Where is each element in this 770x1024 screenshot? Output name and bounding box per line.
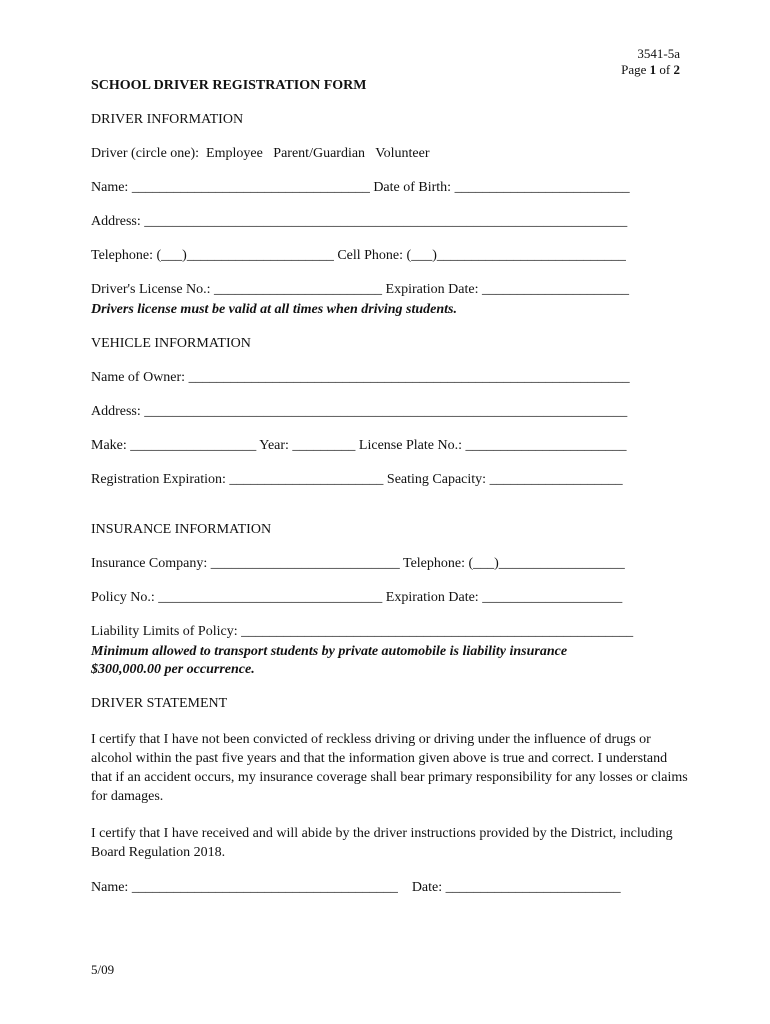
insurance-minimum-note-line-2: $300,000.00 per occurrence.: [91, 662, 255, 677]
section-insurance-information: INSURANCE INFORMATION: [91, 522, 272, 537]
license-validity-note: Drivers license must be valid at all times when driving students.: [91, 302, 457, 317]
page-header: [621, 46, 680, 78]
section-vehicle-information: VEHICLE INFORMATION: [91, 336, 251, 351]
driver-name-dob-row: Name: __________________________________ Date of Birth: _________________________: [91, 180, 630, 195]
form-content: [91, 78, 691, 914]
page-total: 2: [673, 62, 680, 77]
vehicle-address-row: Address: _____________________________________________________________________: [91, 404, 628, 419]
spacer: [91, 506, 691, 522]
page-prefix: Page: [621, 62, 650, 77]
page-indicator: [621, 62, 680, 78]
driver-license-row: Driver's License No.: ________________________ Expiration Date: _____________________: [91, 282, 629, 297]
statement-paragraph-1: I certify that I have not been convicted of reckless driving or driving under the influence of drugs or alcohol within the past five years and that the information given above is true and correct. I understand that if an accident occurs, my insurance coverage shall bear primary responsibility for any losses or claims for damages.: [91, 732, 688, 804]
driver-address-row: Address: _____________________________________________________________________: [91, 214, 628, 229]
driver-phones-row: Telephone: (___)_____________________ Cell Phone: (___)___________________________: [91, 248, 626, 263]
signature-name-date-row: Name: ______________________________________ Date: _________________________: [91, 880, 621, 895]
page-current: 1: [649, 62, 657, 77]
page-mid: of: [656, 62, 674, 77]
statement-paragraph-2: I certify that I have received and will abide by the driver instructions provided by the District, including Board Regulation 2018.: [91, 826, 673, 860]
section-driver-statement: DRIVER STATEMENT: [91, 696, 228, 711]
insurance-policy-row: Policy No.: ________________________________ Expiration Date: ____________________: [91, 590, 623, 605]
section-driver-information: DRIVER INFORMATION: [91, 112, 244, 127]
driver-type-row: Driver (circle one): Employee Parent/Guardian Volunteer: [91, 146, 430, 161]
vehicle-registration-row: Registration Expiration: ______________________ Seating Capacity: ___________________: [91, 472, 623, 487]
form-code: 3541-5a: [637, 46, 680, 61]
vehicle-owner-row: Name of Owner: _______________________________________________________________: [91, 370, 630, 385]
footer-date: 5/09: [91, 962, 115, 977]
insurance-minimum-note-line-1: Minimum allowed to transport students by private automobile is liability insurance: [91, 644, 568, 659]
insurance-company-row: Insurance Company: ___________________________ Telephone: (___)__________________: [91, 556, 625, 571]
vehicle-make-row: Make: __________________ Year: _________ License Plate No.: _______________________: [91, 438, 627, 453]
form-title: SCHOOL DRIVER REGISTRATION FORM: [91, 78, 367, 93]
insurance-limits-row: Liability Limits of Policy: ________________________________________________________: [91, 624, 634, 639]
